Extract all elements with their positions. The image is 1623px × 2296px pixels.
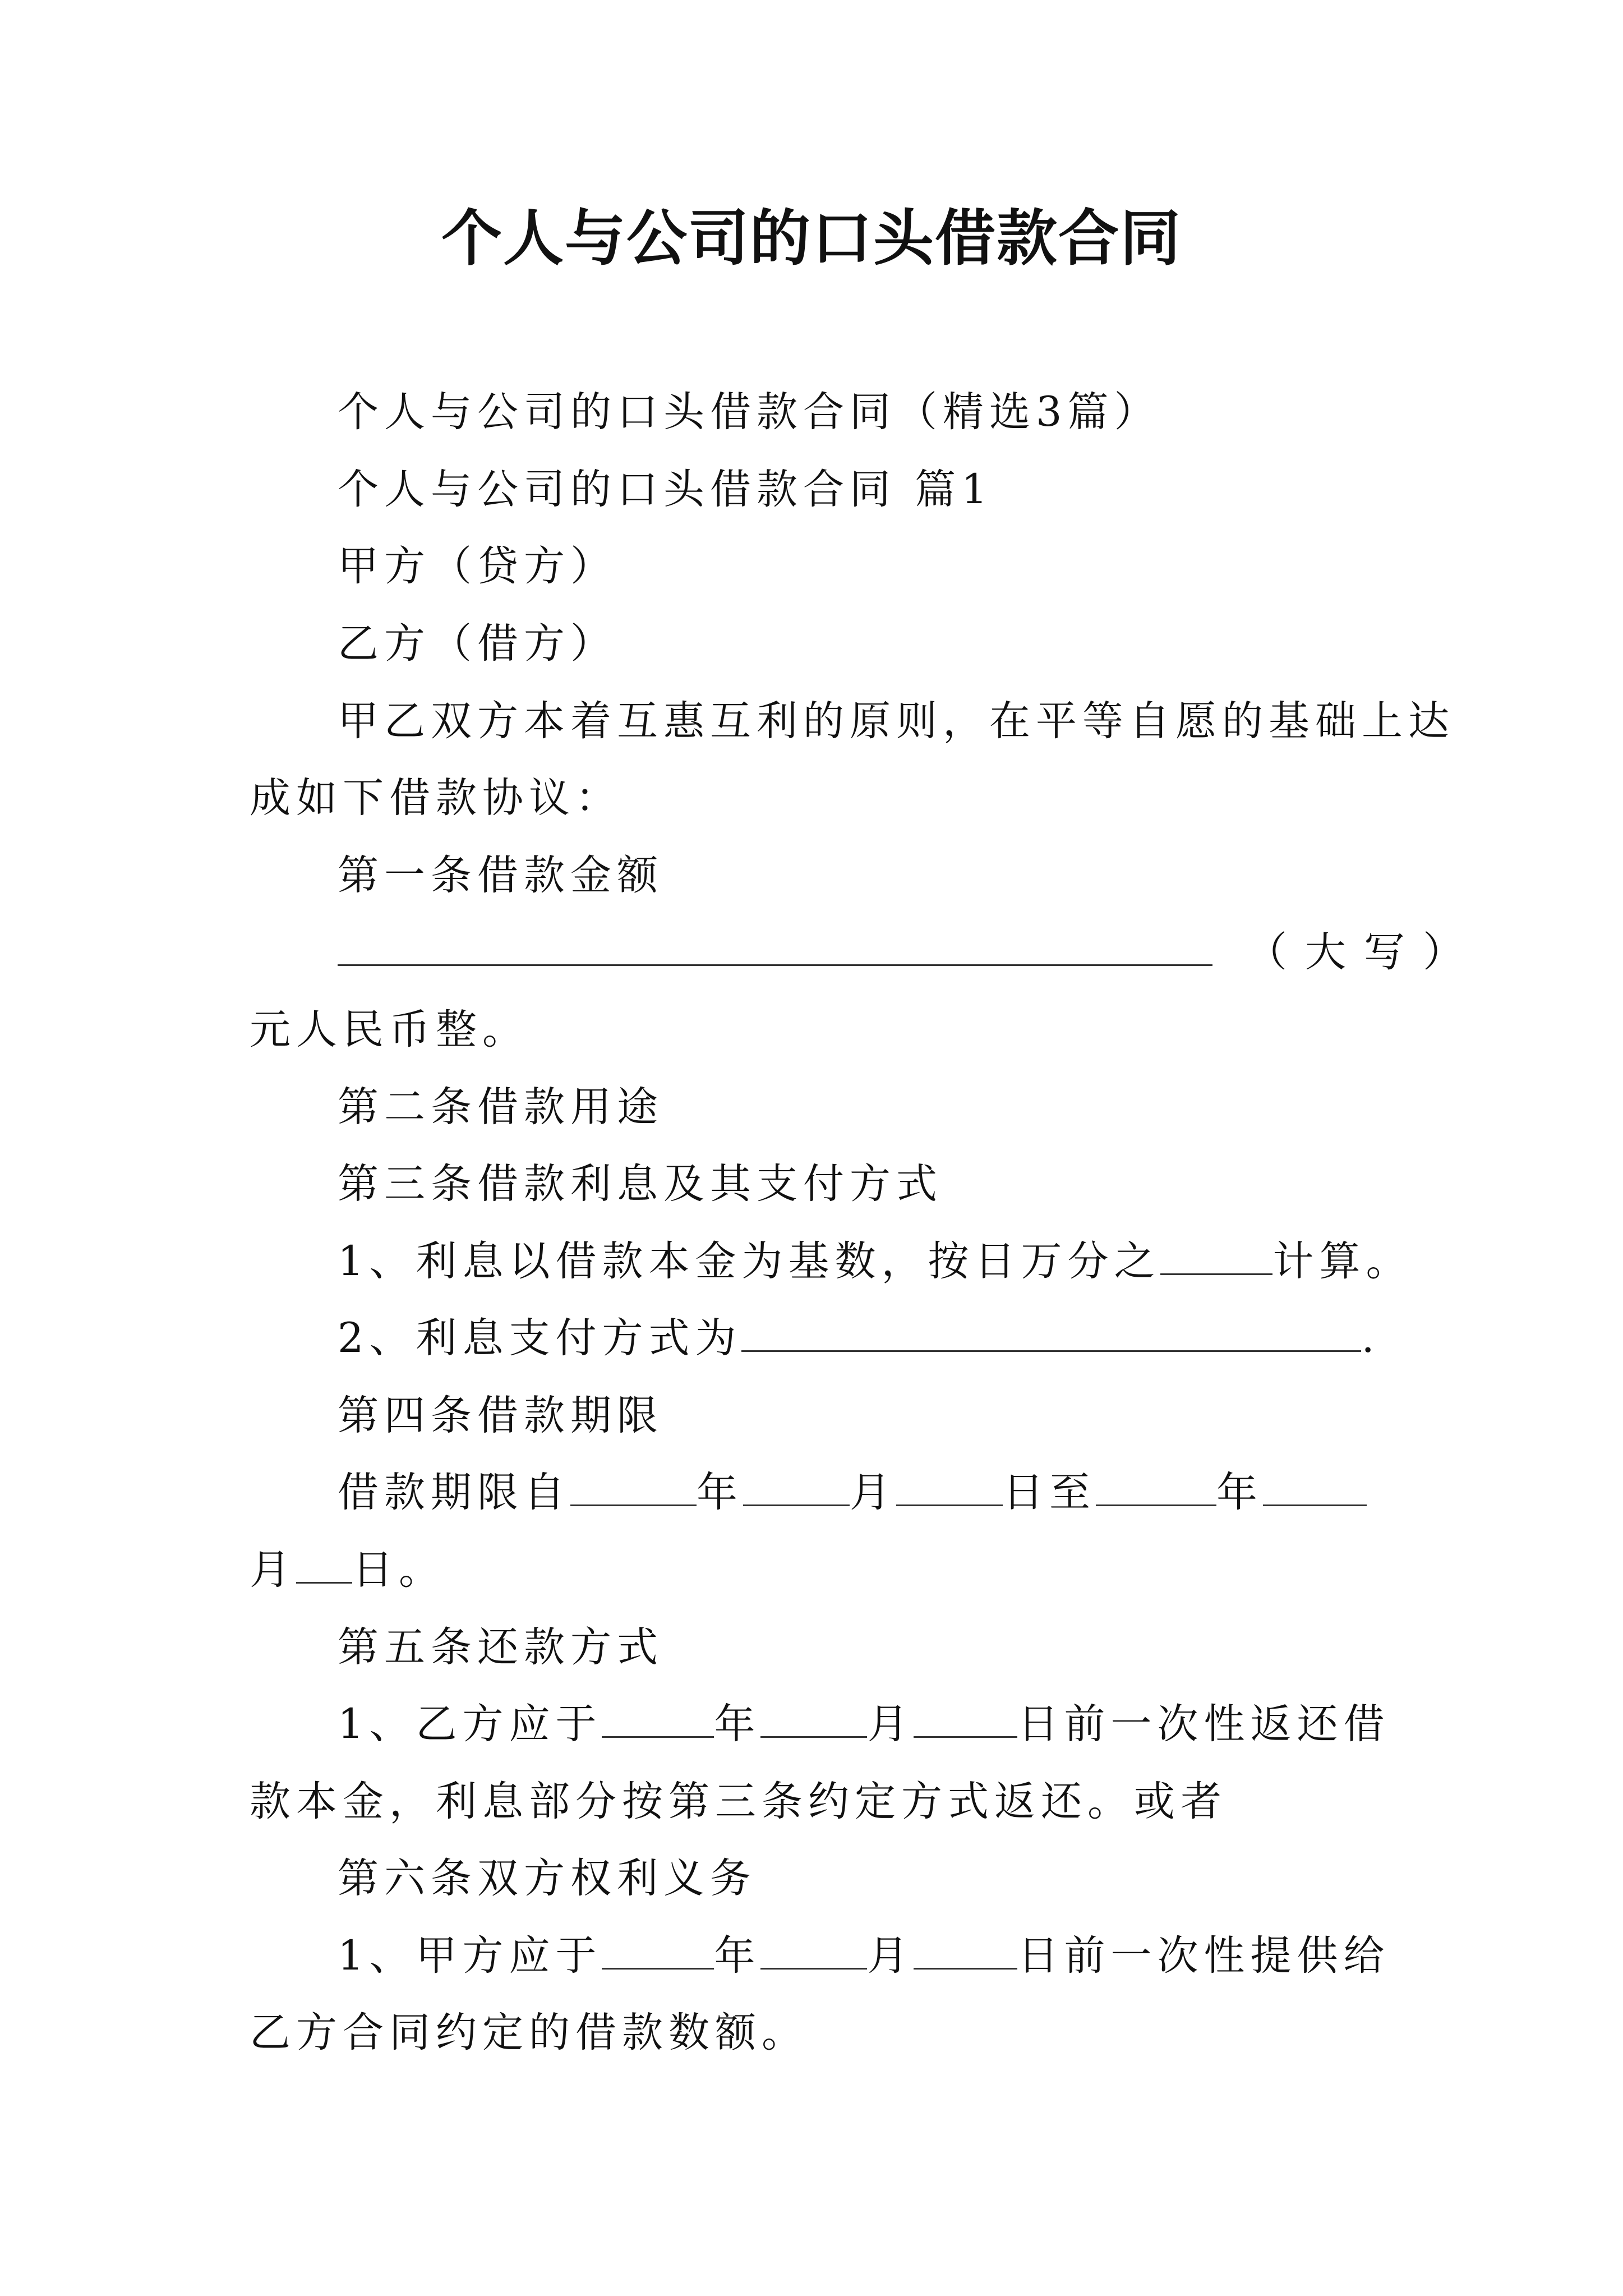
payment-method-blank[interactable] (741, 1315, 1361, 1352)
repay-day-blank[interactable] (914, 1701, 1017, 1738)
start-month-blank[interactable] (743, 1470, 850, 1506)
text-segment: 年 (714, 1700, 761, 1748)
paragraph-line: 元人民币整。 (250, 1006, 529, 1053)
repay-month-blank[interactable] (760, 1701, 867, 1738)
provide-month-blank[interactable] (760, 1933, 867, 1970)
start-day-blank[interactable] (896, 1470, 1003, 1506)
text-segment: 1、乙方应于 (338, 1700, 602, 1748)
loan-period-line-cont (250, 1542, 1394, 1598)
subtitle-line: 个人与公司的口头借款合同（精选3篇） (338, 388, 1161, 436)
article-heading: 第二条借款用途 (338, 1083, 663, 1131)
amount-uppercase-label: （大写） (1246, 928, 1482, 976)
repay-year-blank[interactable] (602, 1701, 714, 1738)
obligation-line (250, 1928, 1482, 1984)
start-year-blank[interactable] (570, 1470, 697, 1506)
paragraph-line: 乙方合同约定的借款数额。 (250, 2009, 808, 2056)
provide-year-blank[interactable] (602, 1933, 714, 1970)
article-heading: 第四条借款期限 (338, 1392, 663, 1439)
text-segment: . (1361, 1314, 1380, 1362)
text-segment: 月 (850, 1469, 896, 1516)
amount-blank[interactable] (338, 930, 1212, 966)
article-heading: 第一条借款金额 (338, 852, 663, 899)
text-segment: 2、利息支付方式为 (338, 1314, 742, 1362)
section-heading: 个人与公司的口头借款合同 篇1 (338, 466, 993, 513)
interest-rate-line (250, 1234, 1482, 1290)
article-heading: 第五条还款方式 (338, 1623, 663, 1671)
text-segment: 月 (250, 1546, 296, 1594)
rate-blank[interactable] (1160, 1239, 1272, 1275)
paragraph-line: 甲乙双方本着互惠互利的原则，在平等自愿的基础上达 (338, 697, 1455, 745)
text-segment: 日前一次性返还借 (1017, 1700, 1390, 1748)
article-heading: 第六条双方权利义务 (338, 1855, 757, 1902)
text-segment: 日。 (352, 1546, 445, 1594)
text-segment: 1、利息以借款本金为基数，按日万分之 (338, 1237, 1161, 1285)
paragraph-line: 成如下借款协议： (250, 774, 622, 822)
text-segment: 年 (697, 1469, 743, 1516)
document-title: 个人与公司的口头借款合同 (441, 203, 1182, 274)
text-segment: 日前一次性提供给 (1017, 1932, 1390, 1980)
text-segment: 月 (867, 1700, 914, 1748)
text-segment: 1、甲方应于 (338, 1932, 602, 1980)
article-heading: 第三条借款利息及其支付方式 (338, 1160, 943, 1208)
text-segment: 日至 (1003, 1469, 1096, 1516)
paragraph-line: 款本金，利息部分按第三条约定方式返还。或者 (250, 1778, 1227, 1825)
payment-method-line (250, 1310, 1482, 1366)
loan-period-line (250, 1465, 1482, 1521)
text-segment: 年 (1216, 1469, 1263, 1516)
text-segment: 计算。 (1272, 1237, 1413, 1285)
text-segment: 年 (714, 1932, 761, 1980)
end-month-blank[interactable] (1263, 1470, 1367, 1506)
provide-day-blank[interactable] (914, 1933, 1017, 1970)
text-segment: 月 (867, 1932, 914, 1980)
amount-line (250, 924, 1482, 981)
party-a-line: 甲方（贷方） (338, 542, 617, 590)
party-b-line: 乙方（借方） (338, 620, 617, 668)
end-day-blank[interactable] (296, 1547, 352, 1584)
repayment-line (250, 1696, 1482, 1752)
text-segment: 借款期限自 (338, 1469, 570, 1516)
end-year-blank[interactable] (1096, 1470, 1216, 1506)
